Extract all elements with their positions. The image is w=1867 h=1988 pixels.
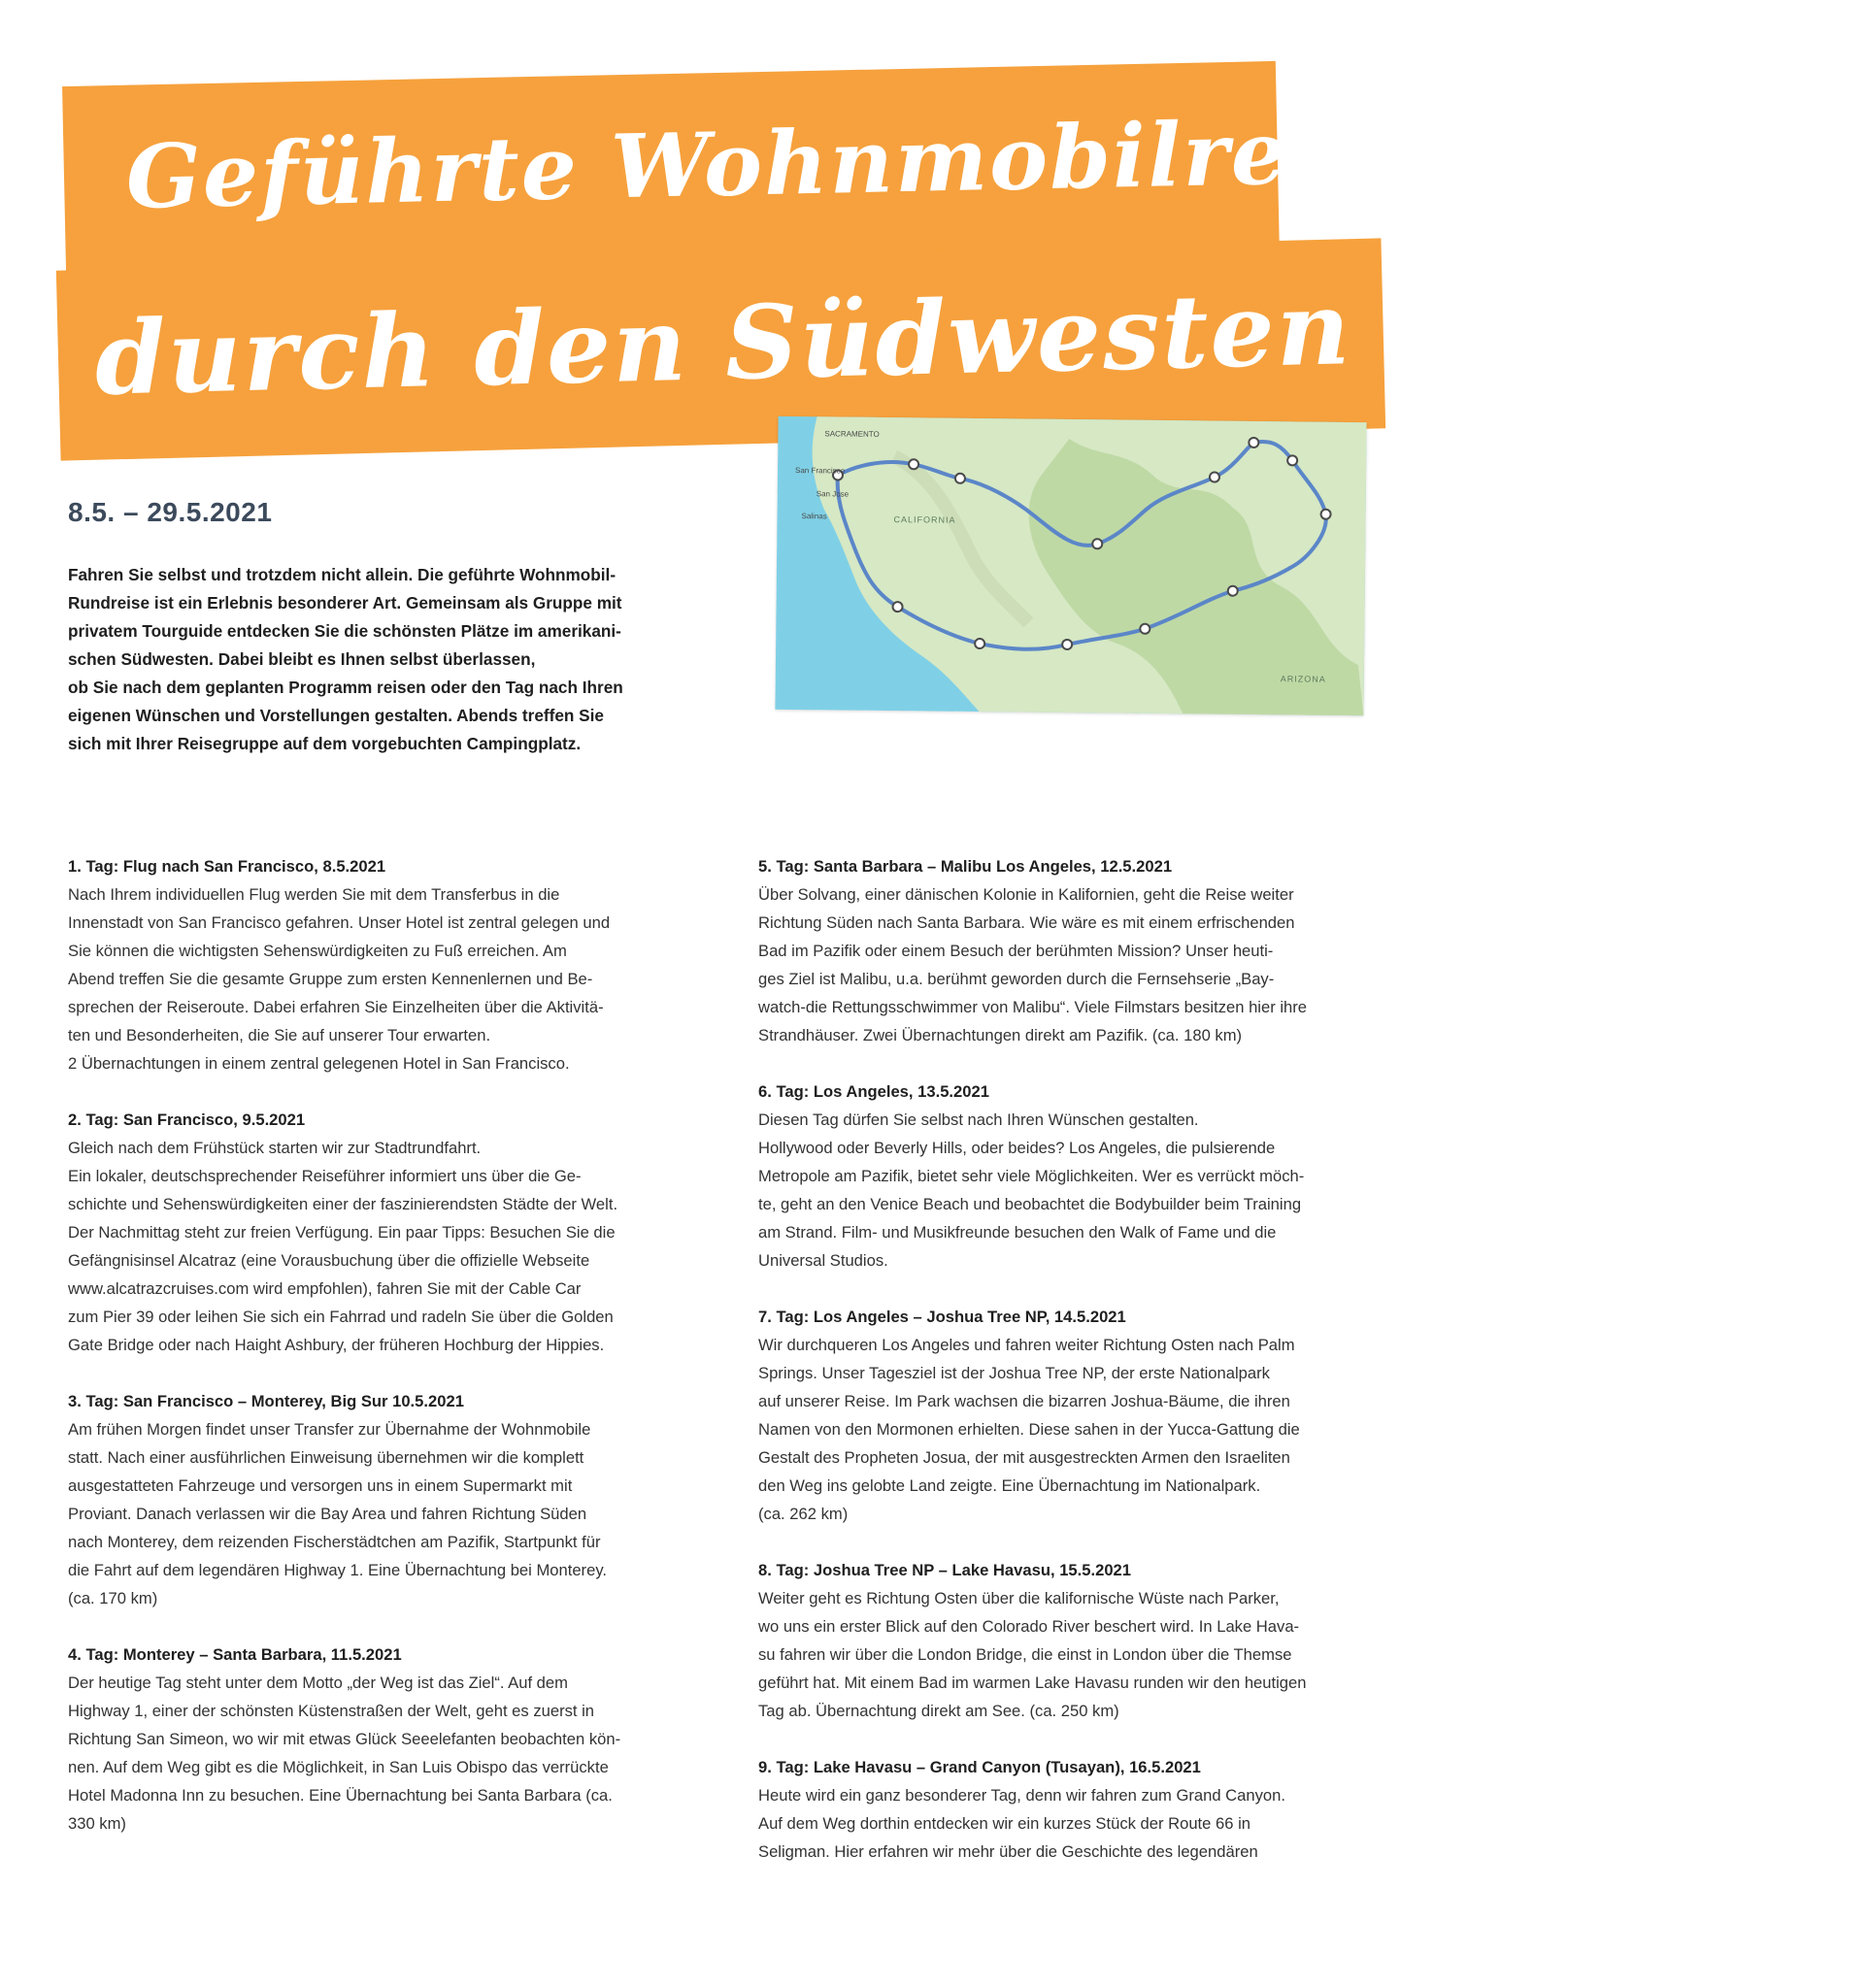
itinerary-day-2 <box>68 1106 738 1359</box>
map-label-california: CALIFORNIA <box>893 514 956 525</box>
day-line: ten und Besonderheiten, die Sie auf unserer Tour erwarten. <box>68 1026 491 1044</box>
day-description <box>758 1781 1428 1866</box>
day-line: Gefängnisinsel Alcatraz (eine Vorausbuchung über die offizielle Webseite <box>68 1251 590 1270</box>
itinerary-day-3 <box>68 1387 738 1612</box>
day-line: Metropole am Pazifik, bietet sehr viele Möglichkeiten. Wer es verrückt möch- <box>758 1167 1305 1185</box>
day-title: 3. Tag: San Francisco – Monterey, Big Sur 10.5.2021 <box>68 1392 464 1410</box>
itinerary-day-1 <box>68 852 738 1077</box>
day-line: Hollywood oder Beverly Hills, oder beides? Los Angeles, die pulsierende <box>758 1139 1276 1157</box>
day-line: te, geht an den Venice Beach und beobachtet die Bodybuilder beim Training <box>758 1195 1302 1213</box>
map-marker <box>1092 539 1102 548</box>
day-title: 9. Tag: Lake Havasu – Grand Canyon (Tusayan), 16.5.2021 <box>758 1758 1201 1776</box>
day-line: nach Monterey, dem reizenden Fischerstädtchen am Pazifik, Startpunkt für <box>68 1533 601 1551</box>
day-line: Richtung Süden nach Santa Barbara. Wie wäre es mit einem erfrischenden <box>758 913 1295 932</box>
day-line: Hotel Madonna Inn zu besuchen. Eine Übernachtung bei Santa Barbara (ca. <box>68 1786 613 1805</box>
day-line: am Strand. Film- und Musikfreunde besuchen den Walk of Fame und die <box>758 1223 1277 1242</box>
day-line: Tag ab. Übernachtung direkt am See. (ca. 250 km) <box>758 1702 1119 1720</box>
day-line: wo uns ein erster Blick auf den Colorado River beschert wird. In Lake Hava- <box>758 1617 1300 1636</box>
day-line: Gestalt des Propheten Josua, der mit ausgestreckten Armen den Israeliten <box>758 1448 1290 1467</box>
day-line: Springs. Unser Tagesziel ist der Joshua Tree NP, der erste Nationalpark <box>758 1364 1270 1382</box>
day-line: Der heutige Tag steht unter dem Motto „der Weg ist das Ziel“. Auf dem <box>68 1673 568 1692</box>
intro-line: sich mit Ihrer Reisegruppe auf dem vorgebuchten Campingplatz. <box>68 734 582 753</box>
day-line: den Weg ins gelobte Land zeigte. Eine Übernachtung im Nationalpark. <box>758 1476 1261 1495</box>
day-line: Nach Ihrem individuellen Flug werden Sie mit dem Transferbus in die <box>68 885 560 904</box>
day-line: Namen von den Mormonen erhielten. Diese sahen in der Yucca-Gattung die <box>758 1420 1300 1439</box>
itinerary-day-8 <box>758 1556 1428 1725</box>
map-marker <box>1228 586 1238 596</box>
itinerary-day-6 <box>758 1077 1428 1275</box>
page-title-line-2: durch den Südwesten der USA <box>93 255 1867 418</box>
map-label-arizona: ARIZONA <box>1280 674 1326 684</box>
intro-paragraph <box>68 561 699 758</box>
route-map <box>775 416 1366 715</box>
day-line: ausgestatteten Fahrzeuge und versorgen uns in einem Supermarkt mit <box>68 1476 573 1495</box>
intro-line: eigenen Wünschen und Vorstellungen gestalten. Abends treffen Sie <box>68 706 604 725</box>
day-line: Bad im Pazifik oder einem Besuch der berühmten Mission? Unser heuti- <box>758 942 1274 960</box>
map-marker <box>909 459 918 469</box>
day-description <box>68 1134 738 1359</box>
map-marker <box>1140 624 1150 634</box>
day-line: statt. Nach einer ausführlichen Einweisung übernehmen wir die komplett <box>68 1448 584 1467</box>
day-title: 2. Tag: San Francisco, 9.5.2021 <box>68 1110 306 1129</box>
day-line: Seligman. Hier erfahren wir mehr über die Geschichte des legendären <box>758 1842 1258 1861</box>
day-line: Innenstadt von San Francisco gefahren. Unser Hotel ist zentral gelegen und <box>68 913 611 932</box>
day-line: nen. Auf dem Weg gibt es die Möglichkeit, in San Luis Obispo das verrückte <box>68 1758 609 1776</box>
map-marker <box>1249 438 1258 447</box>
itinerary-column-right <box>758 852 1428 1894</box>
day-line: auf unserer Reise. Im Park wachsen die bizarren Joshua-Bäume, die ihren <box>758 1392 1290 1410</box>
itinerary-day-7 <box>758 1303 1428 1528</box>
day-line: Strandhäuser. Zwei Übernachtungen direkt am Pazifik. (ca. 180 km) <box>758 1026 1243 1044</box>
day-title: 6. Tag: Los Angeles, 13.5.2021 <box>758 1082 989 1101</box>
day-line: (ca. 262 km) <box>758 1505 849 1523</box>
itinerary-day-5 <box>758 852 1428 1049</box>
day-line: Über Solvang, einer dänischen Kolonie in Kalifornien, geht die Reise weiter <box>758 885 1294 904</box>
intro-line: privatem Tourguide entdecken Sie die schönsten Plätze im amerikani- <box>68 621 621 641</box>
day-line: ges Ziel ist Malibu, u.a. berühmt geworden durch die Fernsehserie „Bay- <box>758 970 1275 988</box>
travel-date-range: 8.5. – 29.5.2021 <box>68 497 273 527</box>
day-line: die Fahrt auf dem legendären Highway 1. Eine Übernachtung bei Monterey. <box>68 1561 607 1579</box>
day-title: 4. Tag: Monterey – Santa Barbara, 11.5.2021 <box>68 1645 402 1664</box>
day-line: Diesen Tag dürfen Sie selbst nach Ihren Wünschen gestalten. <box>758 1110 1199 1129</box>
page-title-line-1: Geführte Wohnmobilreise <box>124 98 1434 229</box>
map-marker <box>955 474 965 483</box>
day-line: Weiter geht es Richtung Osten über die kalifornische Wüste nach Parker, <box>758 1589 1280 1607</box>
intro-line: Fahren Sie selbst und trotzdem nicht allein. Die geführte Wohnmobil- <box>68 565 617 584</box>
map-label-salinas: Salinas <box>801 512 827 521</box>
day-description <box>758 1584 1428 1725</box>
day-line: Sie können die wichtigsten Sehenswürdigkeiten zu Fuß erreichen. Am <box>68 942 567 960</box>
map-marker <box>975 639 984 648</box>
day-description <box>68 1415 738 1612</box>
day-line: Abend treffen Sie die gesamte Gruppe zum ersten Kennenlernen und Be- <box>68 970 593 988</box>
day-description <box>68 1669 738 1838</box>
day-description <box>758 880 1428 1049</box>
day-title: 1. Tag: Flug nach San Francisco, 8.5.2021 <box>68 857 386 876</box>
day-line: watch-die Rettungsschwimmer von Malibu“. Viele Filmstars besitzen hier ihre <box>758 998 1308 1016</box>
map-marker <box>1321 510 1331 519</box>
day-line: zum Pier 39 oder leihen Sie sich ein Fahrrad und radeln Sie über die Golden <box>68 1308 614 1326</box>
day-line: Am frühen Morgen findet unser Transfer zur Übernahme der Wohnmobile <box>68 1420 591 1439</box>
intro-line: ob Sie nach dem geplanten Programm reisen oder den Tag nach Ihren <box>68 678 623 697</box>
map-marker <box>1062 640 1072 649</box>
day-line: Auf dem Weg dorthin entdecken wir ein kurzes Stück der Route 66 in <box>758 1814 1250 1833</box>
intro-line: Rundreise ist ein Erlebnis besonderer Art. Gemeinsam als Gruppe mit <box>68 593 622 613</box>
itinerary-column-left <box>68 852 738 1866</box>
day-line: Proviant. Danach verlassen wir die Bay Area und fahren Richtung Süden <box>68 1505 587 1523</box>
day-line: (ca. 170 km) <box>68 1589 158 1607</box>
day-line: www.alcatrazcruises.com wird empfohlen), fahren Sie mit der Cable Car <box>68 1279 582 1298</box>
day-line: Wir durchqueren Los Angeles und fahren weiter Richtung Osten nach Palm <box>758 1336 1295 1354</box>
day-title: 7. Tag: Los Angeles – Joshua Tree NP, 14.5.2021 <box>758 1308 1126 1326</box>
day-line: Gate Bridge oder nach Haight Ashbury, der früheren Hochburg der Hippies. <box>68 1336 605 1354</box>
day-description <box>758 1331 1428 1528</box>
intro-line: schen Südwesten. Dabei bleibt es Ihnen selbst überlassen, <box>68 649 536 669</box>
map-marker <box>1210 472 1219 481</box>
map-marker <box>1287 455 1297 465</box>
day-line: Richtung San Simeon, wo wir mit etwas Glück Seeelefanten beobachten kön- <box>68 1730 621 1748</box>
map-label-san-francisco: San Francisco <box>794 466 846 476</box>
day-line: Ein lokaler, deutschsprechender Reiseführer informiert uns über die Ge- <box>68 1167 582 1185</box>
day-description <box>758 1106 1428 1275</box>
itinerary-day-4 <box>68 1640 738 1838</box>
map-label-san-jose: San Jose <box>816 489 850 499</box>
day-line: schichte und Sehenswürdigkeiten einer der faszinierendsten Städte der Welt. <box>68 1195 618 1213</box>
day-line: Der Nachmittag steht zur freien Verfügung. Ein paar Tipps: Besuchen Sie die <box>68 1223 616 1242</box>
route-map-image <box>775 416 1366 715</box>
map-marker <box>892 602 902 612</box>
day-line: Universal Studios. <box>758 1251 888 1270</box>
day-line: Highway 1, einer der schönsten Küstenstraßen der Welt, geht es zuerst in <box>68 1702 595 1720</box>
day-line: Heute wird ein ganz besonderer Tag, denn wir fahren zum Grand Canyon. <box>758 1786 1285 1805</box>
day-description <box>68 880 738 1077</box>
day-line: geführt hat. Mit einem Bad im warmen Lake Havasu runden wir den heutigen <box>758 1673 1307 1692</box>
day-line: su fahren wir über die London Bridge, die einst in London über die Themse <box>758 1645 1292 1664</box>
day-title: 5. Tag: Santa Barbara – Malibu Los Angeles, 12.5.2021 <box>758 857 1173 876</box>
day-line: 330 km) <box>68 1814 126 1833</box>
day-line: Gleich nach dem Frühstück starten wir zur Stadtrundfahrt. <box>68 1139 482 1157</box>
day-line: 2 Übernachtungen in einem zentral gelegenen Hotel in San Francisco. <box>68 1054 570 1073</box>
day-title: 8. Tag: Joshua Tree NP – Lake Havasu, 15.5.2021 <box>758 1561 1132 1579</box>
day-line: sprechen der Reiseroute. Dabei erfahren Sie Einzelheiten über die Aktivitä- <box>68 998 604 1016</box>
map-label-sacramento: SACRAMENTO <box>824 429 880 439</box>
itinerary-day-9 <box>758 1753 1428 1866</box>
